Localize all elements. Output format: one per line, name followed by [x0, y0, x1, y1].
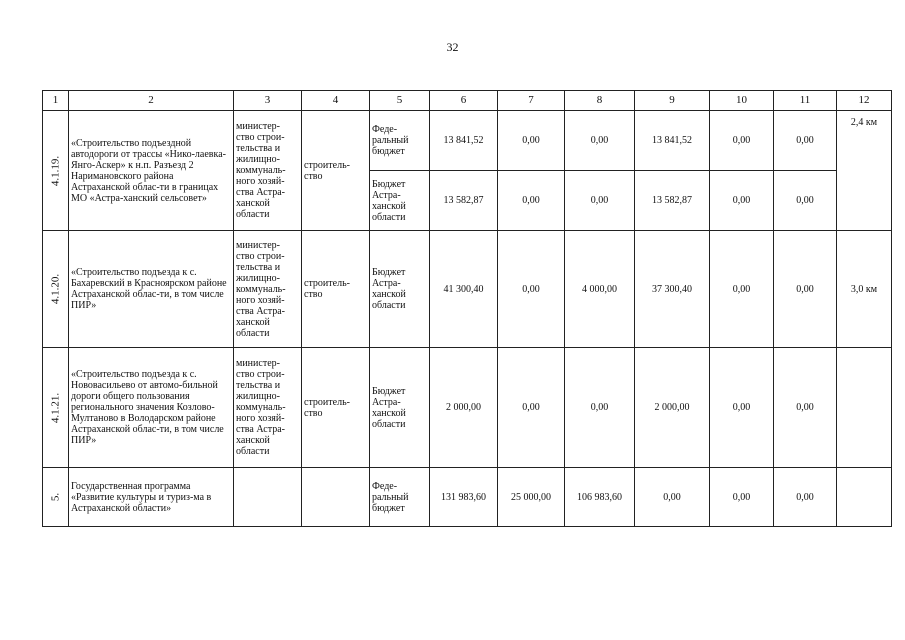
- row-number: 4.1.21.: [49, 392, 61, 423]
- indicator-cell: [837, 348, 892, 468]
- header-cell: 1: [43, 91, 69, 111]
- row-number: 4.1.19.: [49, 155, 61, 186]
- amount-col9: 0,00: [635, 468, 710, 527]
- amount-col9: 2 000,00: [635, 348, 710, 468]
- executor-cell: [234, 468, 302, 527]
- amount-col10: 0,00: [710, 468, 774, 527]
- header-cell: 12: [837, 91, 892, 111]
- amount-col9: 13 582,87: [635, 171, 710, 231]
- program-table: [42, 90, 892, 527]
- type-cell: [302, 468, 370, 527]
- funding-source: Бюджет Астра- ханской области: [370, 231, 430, 348]
- amount-col7: 0,00: [498, 231, 565, 348]
- amount-total: 41 300,40: [430, 231, 498, 348]
- amount-col11: 0,00: [774, 468, 837, 527]
- row-number-cell: [43, 348, 69, 468]
- row-number: 4.1.20.: [49, 273, 61, 305]
- header-cell: 5: [370, 91, 430, 111]
- amount-col10: 0,00: [710, 171, 774, 231]
- indicator-cell: [837, 468, 892, 527]
- header-cell: 2: [69, 91, 234, 111]
- amount-col9: 13 841,52: [635, 111, 710, 171]
- amount-col7: 0,00: [498, 171, 565, 231]
- amount-total: 2 000,00: [430, 348, 498, 468]
- type-cell: строитель- ство: [302, 111, 370, 231]
- executor-cell: министер- ство строи- тельства и жилищно- коммуналь- ного хозяй- ства Астра- ханской области: [234, 111, 302, 231]
- amount-col11: 0,00: [774, 348, 837, 468]
- funding-source: Бюджет Астра- ханской области: [370, 171, 430, 231]
- row-number-cell: [43, 468, 69, 527]
- row-number-cell: [43, 231, 69, 348]
- row-number-cell: [43, 111, 69, 231]
- page-number: 32: [446, 40, 459, 54]
- header-cell: 4: [302, 91, 370, 111]
- amount-col10: 0,00: [710, 111, 774, 171]
- amount-col9: 37 300,40: [635, 231, 710, 348]
- amount-total: 13 841,52: [430, 111, 498, 171]
- table-row: [43, 111, 892, 171]
- header-cell: 3: [234, 91, 302, 111]
- amount-total: 13 582,87: [430, 171, 498, 231]
- header-cell: 6: [430, 91, 498, 111]
- measure-name: «Строительство подъезда к с. Нововасильево от автомо-бильной дороги общего пользования регионального значения Козлово-Мултаново в Володарском районе Астраханской облас-ти, в том числе ПИР»: [69, 348, 234, 468]
- header-row: [43, 91, 892, 111]
- header-cell: 11: [774, 91, 837, 111]
- executor-cell: министер- ство строи- тельства и жилищно- коммуналь- ного хозяй- ства Астра- ханской области: [234, 348, 302, 468]
- header-cell: 7: [498, 91, 565, 111]
- row-number: 5.: [49, 492, 61, 502]
- amount-col11: 0,00: [774, 231, 837, 348]
- header-cell: 8: [565, 91, 635, 111]
- amount-col8: 4 000,00: [565, 231, 635, 348]
- amount-col10: 0,00: [710, 348, 774, 468]
- amount-col10: 0,00: [710, 231, 774, 348]
- indicator-cell: 3,0 км: [837, 231, 892, 348]
- amount-col7: 0,00: [498, 348, 565, 468]
- funding-source: Бюджет Астра- ханской области: [370, 348, 430, 468]
- funding-source: Феде- ральный бюджет: [370, 468, 430, 527]
- amount-col8: 0,00: [565, 171, 635, 231]
- amount-col11: 0,00: [774, 111, 837, 171]
- amount-col8: 106 983,60: [565, 468, 635, 527]
- table-row: [43, 468, 892, 527]
- amount-total: 131 983,60: [430, 468, 498, 527]
- indicator-cell: 2,4 км: [837, 111, 892, 231]
- table-row: [43, 231, 892, 348]
- header-cell: 10: [710, 91, 774, 111]
- type-cell: строитель- ство: [302, 348, 370, 468]
- measure-name: Государственная программа «Развитие культуры и туриз-ма в Астраханской области»: [69, 468, 234, 527]
- amount-col8: 0,00: [565, 111, 635, 171]
- measure-name: «Строительство подъездной автодороги от трассы «Нико-лаевка-Янго-Аскер» к н.п. Разъезд 2 Наримановского района Астраханской облас-ти в границах МО «Астра-ханский сельсовет»: [69, 111, 234, 231]
- amount-col7: 0,00: [498, 111, 565, 171]
- header-cell: 9: [635, 91, 710, 111]
- executor-cell: министер- ство строи- тельства и жилищно- коммуналь- ного хозяй- ства Астра- ханской области: [234, 231, 302, 348]
- type-cell: строитель- ство: [302, 231, 370, 348]
- funding-source: Феде- ральный бюджет: [370, 111, 430, 171]
- amount-col8: 0,00: [565, 348, 635, 468]
- amount-col11: 0,00: [774, 171, 837, 231]
- amount-col7: 25 000,00: [498, 468, 565, 527]
- table-row: [43, 348, 892, 468]
- measure-name: «Строительство подъезда к с. Бахаревский в Красноярском районе Астраханской облас-ти, в том числе ПИР»: [69, 231, 234, 348]
